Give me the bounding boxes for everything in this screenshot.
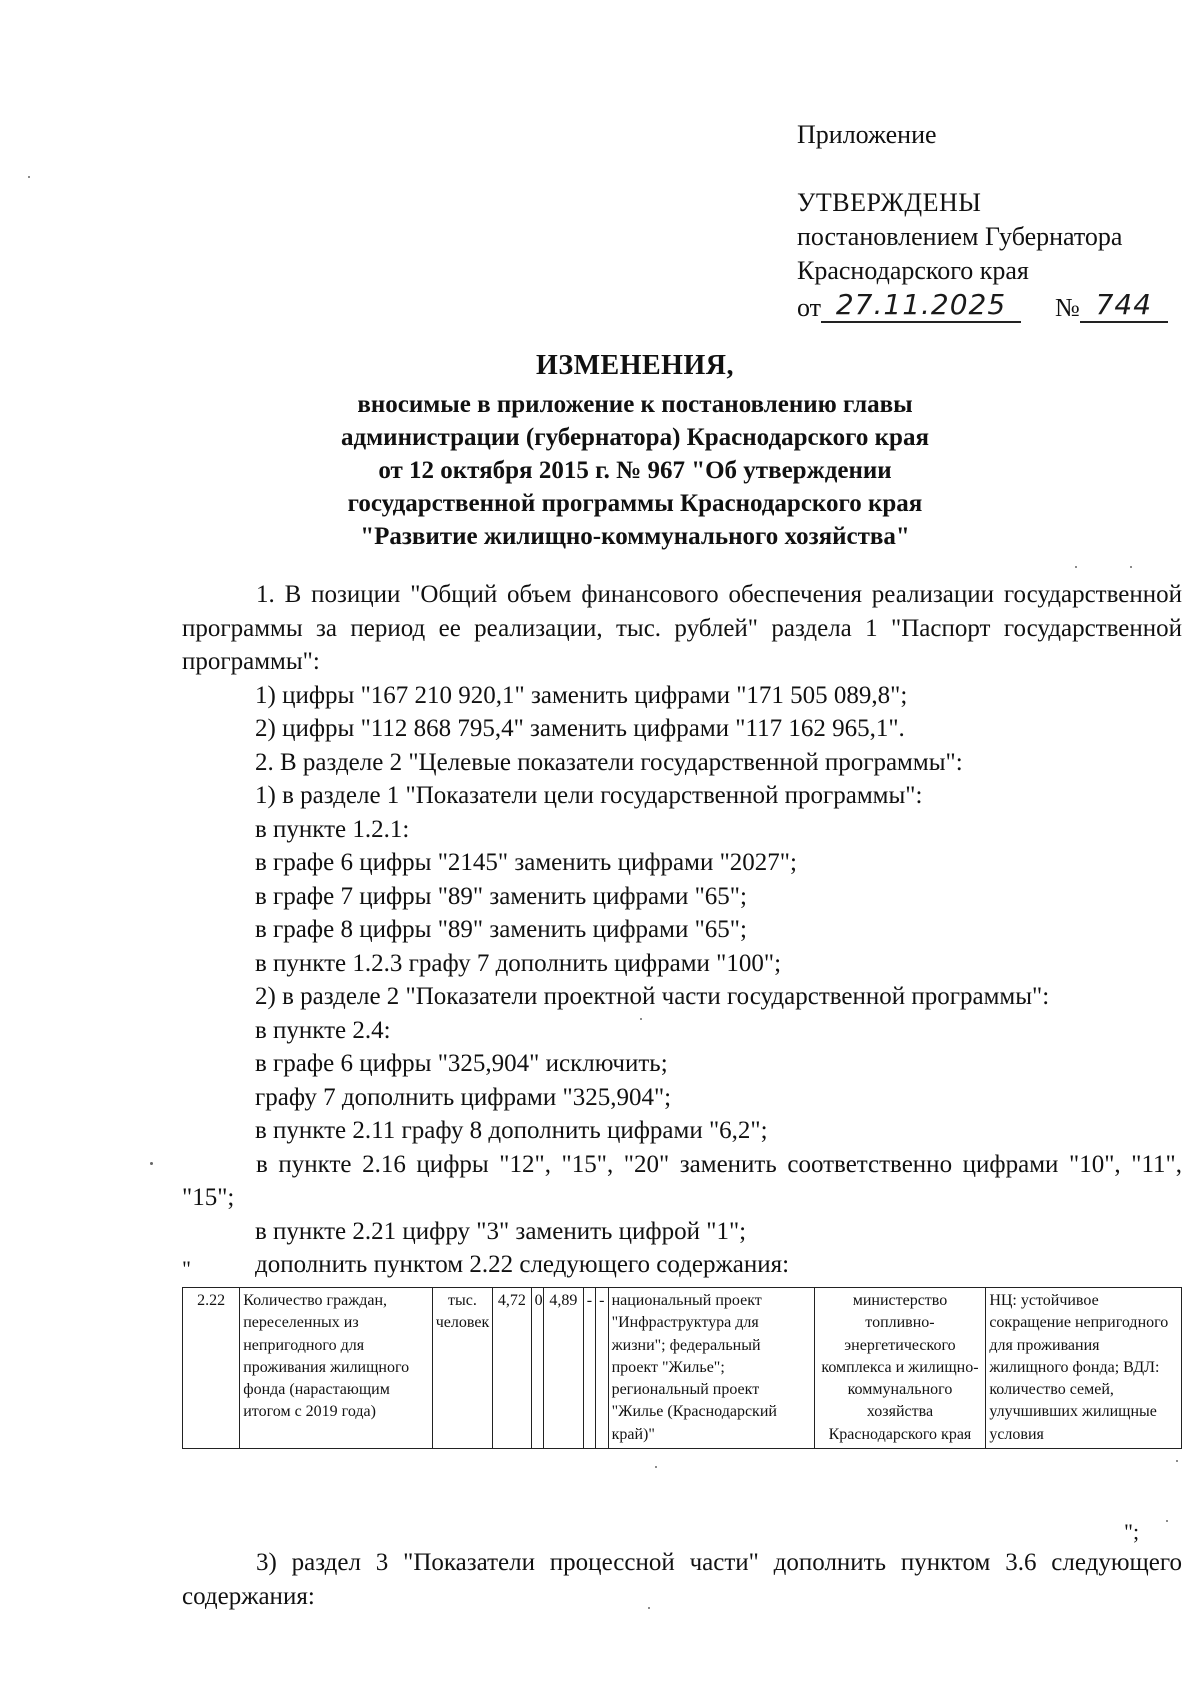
- list-item: в пункте 2.4:: [255, 1016, 391, 1044]
- list-item: 1) цифры "167 210 920,1" заменить цифрами "171 505 089,8";: [255, 681, 908, 709]
- scan-speck: [640, 1018, 642, 1020]
- scan-speck: [655, 1466, 657, 1468]
- title-line: вносимые в приложение к постановлению главы: [357, 391, 913, 418]
- scan-speck: [1166, 1520, 1168, 1522]
- cell-project: национальный проект "Инфраструктура для жизни"; федеральный проект "Жилье"; региональный проект "Жилье (Краснодарский край)": [608, 1288, 814, 1449]
- scan-speck: [28, 176, 30, 178]
- number-prefix: №: [1055, 293, 1080, 322]
- cell-value: 4,72: [493, 1288, 532, 1449]
- title-line: "Развитие жилищно-коммунального хозяйства": [360, 523, 910, 550]
- list-item: в графе 6 цифры "2145" заменить цифрами "2027";: [255, 849, 797, 876]
- list-item: в пункте 1.2.3 графу 7 дополнить цифрами "100";: [255, 949, 782, 977]
- paragraph-2-21: в пункте 2.21 цифру "3" заменить цифрой "1";: [255, 1217, 747, 1245]
- handwritten-date: 27.11.2025: [821, 288, 1021, 323]
- cell-value: -: [583, 1288, 595, 1449]
- indicator-table: [182, 1287, 1182, 1449]
- scan-speck: [1075, 566, 1077, 568]
- list-item: 1) в разделе 1 "Показатели цели государственной программы":: [255, 782, 923, 809]
- region-line: Краснодарского края: [797, 256, 1029, 285]
- paragraph-3: 3) раздел 3 "Показатели процессной части" дополнить пунктом 3.6 следующего содержания:: [182, 1549, 1182, 1610]
- cell-value: 0: [531, 1288, 543, 1449]
- cell-value: 4,89: [544, 1288, 584, 1449]
- document-body: [182, 578, 1182, 1282]
- close-quote: ";: [1124, 1519, 1140, 1544]
- document-body-continued: [182, 1546, 1182, 1613]
- title-line: администрации (губернатора) Краснодарского края: [341, 424, 929, 451]
- scan-speck: [648, 1607, 650, 1609]
- title-line: от 12 октября 2015 г. № 967 "Об утверждении: [378, 457, 892, 484]
- table-row: [183, 1288, 1182, 1449]
- list-item: графу 7 дополнить цифрами "325,904";: [255, 1083, 672, 1111]
- list-item: в графе 6 цифры "325,904" исключить;: [255, 1050, 668, 1077]
- scan-speck: [1176, 1460, 1178, 1462]
- list-item: 2. В разделе 2 "Целевые показатели государственной программы":: [255, 748, 963, 776]
- paragraph-2-22: дополнить пунктом 2.22 следующего содержания:: [255, 1251, 790, 1278]
- date-number-line: [797, 288, 1168, 323]
- appendix-label: Приложение: [797, 120, 937, 149]
- cell-ministry: министерство топливно-энергетического комплекса и жилищно-коммунального хозяйства Краснодарского края: [814, 1288, 986, 1449]
- list-item: 2) цифры "112 868 795,4" заменить цифрами "117 162 965,1".: [255, 715, 905, 742]
- cell-number: 2.22: [183, 1288, 240, 1449]
- document-title: [200, 350, 1070, 553]
- cell-value: -: [596, 1288, 608, 1449]
- list-item: в пункте 2.11 графу 8 дополнить цифрами "6,2";: [255, 1117, 768, 1144]
- paragraph-2-16: в пункте 2.16 цифры "12", "15", "20" заменить соответственно цифрами "10", "11", "15";: [182, 1150, 1182, 1211]
- scan-speck: [150, 1162, 153, 1165]
- list-item: в графе 8 цифры "89" заменить цифрами "65";: [255, 916, 747, 943]
- open-quote: ": [182, 1256, 191, 1281]
- title-main: ИЗМЕНЕНИЯ,: [536, 350, 734, 381]
- handwritten-number: 744: [1080, 288, 1168, 323]
- decree-line: постановлением Губернатора: [797, 222, 1123, 251]
- cell-goal: НЦ: устойчивое сокращение непригодного для проживания жилищного фонда; ВДЛ: количество семей, улучшивших жилищные условия: [986, 1288, 1182, 1449]
- list-item: в графе 7 цифры "89" заменить цифрами "65";: [255, 882, 747, 910]
- title-line: государственной программы Краснодарского края: [347, 490, 923, 517]
- cell-unit: тыс. человек: [432, 1288, 492, 1449]
- approved-label: УТВЕРЖДЕНЫ: [797, 188, 982, 217]
- list-item: в пункте 1.2.1:: [255, 815, 410, 843]
- date-prefix: от: [797, 293, 822, 322]
- scan-speck: [1130, 566, 1132, 568]
- list-item: 2) в разделе 2 "Показатели проектной части государственной программы":: [255, 983, 1050, 1010]
- cell-indicator-name: Количество граждан, переселенных из непригодного для проживания жилищного фонда (нарастающим итогом с 2019 года): [240, 1288, 433, 1449]
- paragraph-1: 1. В позиции "Общий объем финансового обеспечения реализации государственной программы за период ее реализации, тыс. рублей" раздела 1 "Паспорт государственной программы":: [182, 581, 1182, 675]
